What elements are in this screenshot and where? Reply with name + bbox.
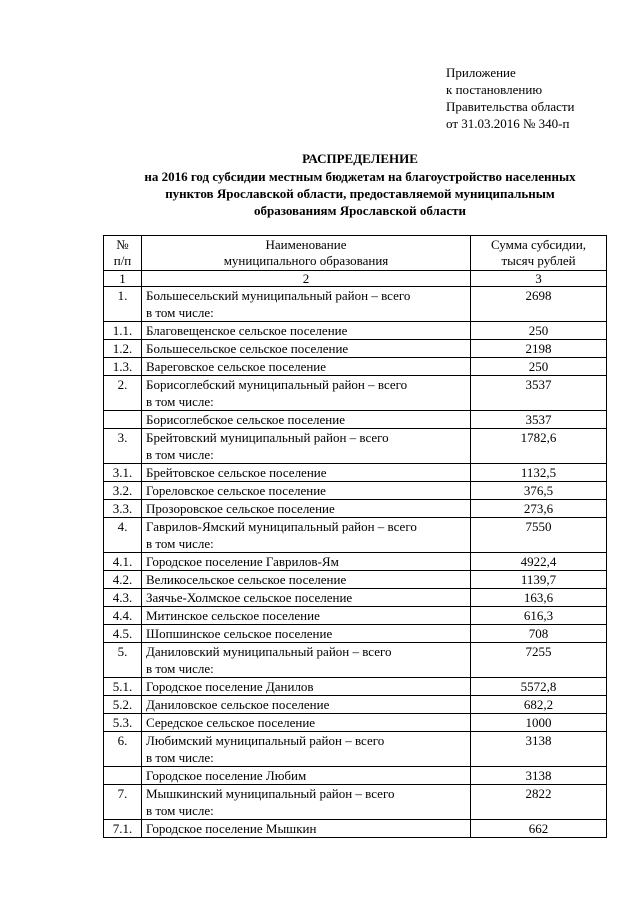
row-number (104, 411, 142, 429)
row-name-text: Городское поселение Данилов (146, 679, 314, 694)
row-name-text: Большесельский муниципальный район – всего (146, 288, 411, 303)
row-name-text: Шопшинское сельское поселение (146, 626, 333, 641)
table-row (104, 607, 607, 625)
header-name (142, 236, 471, 271)
table-row (104, 571, 607, 589)
row-name-text: Даниловский муниципальный район – всего (146, 644, 392, 659)
table-row (104, 358, 607, 376)
row-sum: 163,6 (471, 589, 607, 607)
row-number: 1. (104, 287, 142, 322)
table-row (104, 820, 607, 838)
appendix-line: Правительства области (446, 99, 575, 114)
row-number: 4.5. (104, 625, 142, 643)
row-name (142, 589, 471, 607)
table-row (104, 732, 607, 767)
row-sum: 1132,5 (471, 464, 607, 482)
row-name-text: Брейтовский муниципальный район – всего (146, 430, 389, 445)
row-name (142, 625, 471, 643)
appendix-block (446, 64, 575, 132)
row-name (142, 464, 471, 482)
appendix-line: от 31.03.2016 № 340-п (446, 116, 570, 131)
table-row (104, 714, 607, 732)
row-number: 1.2. (104, 340, 142, 358)
row-number: 5.3. (104, 714, 142, 732)
row-number: 5. (104, 643, 142, 678)
row-sum: 2698 (471, 287, 607, 322)
row-sum: 4922,4 (471, 553, 607, 571)
row-name-text: Середское сельское поселение (146, 715, 316, 730)
table-row (104, 482, 607, 500)
document-title: РАСПРЕДЕЛЕНИЕ (302, 151, 418, 166)
row-name-text: Заячье-Холмское сельское поселение (146, 590, 353, 605)
table-row (104, 589, 607, 607)
column-index: 2 (142, 271, 471, 287)
row-name (142, 678, 471, 696)
row-sum: 3537 (471, 376, 607, 411)
row-name (142, 411, 471, 429)
row-number: 4.1. (104, 553, 142, 571)
row-number: 5.1. (104, 678, 142, 696)
row-name-text: Любимский муниципальный район – всего (146, 733, 385, 748)
row-sum: 5572,8 (471, 678, 607, 696)
row-number: 4. (104, 518, 142, 553)
subsidy-table (103, 235, 607, 838)
row-number: 6. (104, 732, 142, 767)
row-number: 3.2. (104, 482, 142, 500)
table-row (104, 429, 607, 464)
row-name-text: Гореловское сельское поселение (146, 483, 326, 498)
row-name-text: Городское поселение Любим (146, 768, 307, 783)
row-name (142, 767, 471, 785)
row-number: 7. (104, 785, 142, 820)
row-name (142, 732, 471, 767)
table-row (104, 785, 607, 820)
header-sum-line: тысяч рублей (501, 253, 576, 268)
column-index: 3 (471, 271, 607, 287)
row-subtext: в том числе: (146, 447, 214, 462)
heading-line: на 2016 год субсидии местным бюджетам на благоустройство населенных (144, 169, 576, 184)
row-sum: 1139,7 (471, 571, 607, 589)
row-sum: 1000 (471, 714, 607, 732)
row-name (142, 322, 471, 340)
row-sum: 2822 (471, 785, 607, 820)
row-sum: 376,5 (471, 482, 607, 500)
row-name-text: Гаврилов-Ямский муниципальный район – всего (146, 519, 417, 534)
row-name (142, 287, 471, 322)
row-name (142, 376, 471, 411)
row-name-text: Борисоглебское сельское поселение (146, 412, 345, 427)
table-row (104, 643, 607, 678)
table-row (104, 340, 607, 358)
row-sum: 662 (471, 820, 607, 838)
table-row (104, 464, 607, 482)
row-number: 3. (104, 429, 142, 464)
row-name (142, 820, 471, 838)
row-sum: 2198 (471, 340, 607, 358)
row-name-text: Большесельское сельское поселение (146, 341, 349, 356)
row-name-text: Даниловское сельское поселение (146, 697, 330, 712)
row-number: 1.1. (104, 322, 142, 340)
row-number: 4.4. (104, 607, 142, 625)
row-sum: 7550 (471, 518, 607, 553)
document-heading (100, 150, 620, 219)
row-name-text: Митинское сельское поселение (146, 608, 320, 623)
header-sum (471, 236, 607, 271)
row-sum: 273,6 (471, 500, 607, 518)
row-subtext: в том числе: (146, 305, 214, 320)
table-body (104, 287, 607, 838)
table-row (104, 376, 607, 411)
header-number-line: № (116, 237, 129, 252)
row-name (142, 482, 471, 500)
row-name (142, 607, 471, 625)
row-subtext: в том числе: (146, 536, 214, 551)
header-number (104, 236, 142, 271)
table-row (104, 411, 607, 429)
row-sum: 3138 (471, 732, 607, 767)
row-sum: 3138 (471, 767, 607, 785)
row-name-text: Городское поселение Гаврилов-Ям (146, 554, 339, 569)
row-subtext: в том числе: (146, 661, 214, 676)
heading-line: образованиям Ярославской области (254, 203, 466, 218)
row-subtext: в том числе: (146, 394, 214, 409)
row-number: 5.2. (104, 696, 142, 714)
row-subtext: в том числе: (146, 803, 214, 818)
header-name-line: муниципального образования (223, 253, 389, 268)
table-row (104, 287, 607, 322)
row-number: 3.3. (104, 500, 142, 518)
row-name-text: Прозоровское сельское поселение (146, 501, 335, 516)
table-row (104, 625, 607, 643)
row-sum: 3537 (471, 411, 607, 429)
row-name (142, 714, 471, 732)
row-number: 1.3. (104, 358, 142, 376)
row-sum: 250 (471, 322, 607, 340)
row-number: 3.1. (104, 464, 142, 482)
row-name (142, 358, 471, 376)
row-name (142, 429, 471, 464)
row-name (142, 553, 471, 571)
heading-line: пунктов Ярославской области, предоставляемой муниципальным (165, 186, 555, 201)
row-name-text: Благовещенское сельское поселение (146, 323, 348, 338)
row-name-text: Вареговское сельское поселение (146, 359, 327, 374)
column-index-row (104, 271, 607, 287)
row-name (142, 571, 471, 589)
row-name (142, 696, 471, 714)
header-number-line: п/п (113, 253, 132, 268)
row-sum: 616,3 (471, 607, 607, 625)
table-row (104, 500, 607, 518)
row-name (142, 643, 471, 678)
row-sum: 1782,6 (471, 429, 607, 464)
row-name-text: Великосельское сельское поселение (146, 572, 347, 587)
table-row (104, 678, 607, 696)
row-name (142, 785, 471, 820)
table-row (104, 696, 607, 714)
row-sum: 682,2 (471, 696, 607, 714)
row-sum: 250 (471, 358, 607, 376)
row-name-text: Борисоглебский муниципальный район – всего (146, 377, 408, 392)
row-name-text: Городское поселение Мышкин (146, 821, 317, 836)
table-header-row (104, 236, 607, 271)
row-name (142, 340, 471, 358)
table-row (104, 518, 607, 553)
row-number: 2. (104, 376, 142, 411)
appendix-line: к постановлению (446, 82, 543, 97)
row-name (142, 500, 471, 518)
row-number: 4.2. (104, 571, 142, 589)
table-row (104, 767, 607, 785)
table-row (104, 553, 607, 571)
header-name-line: Наименование (265, 237, 347, 252)
row-number (104, 767, 142, 785)
row-name-text: Брейтовское сельское поселение (146, 465, 327, 480)
row-sum: 7255 (471, 643, 607, 678)
header-sum-line: Сумма субсидии, (490, 237, 587, 252)
row-name (142, 518, 471, 553)
row-subtext: в том числе: (146, 750, 214, 765)
row-number: 4.3. (104, 589, 142, 607)
table-row (104, 322, 607, 340)
row-number: 7.1. (104, 820, 142, 838)
column-index: 1 (104, 271, 142, 287)
row-sum: 708 (471, 625, 607, 643)
row-name-text: Мышкинский муниципальный район – всего (146, 786, 395, 801)
appendix-line: Приложение (446, 65, 516, 80)
